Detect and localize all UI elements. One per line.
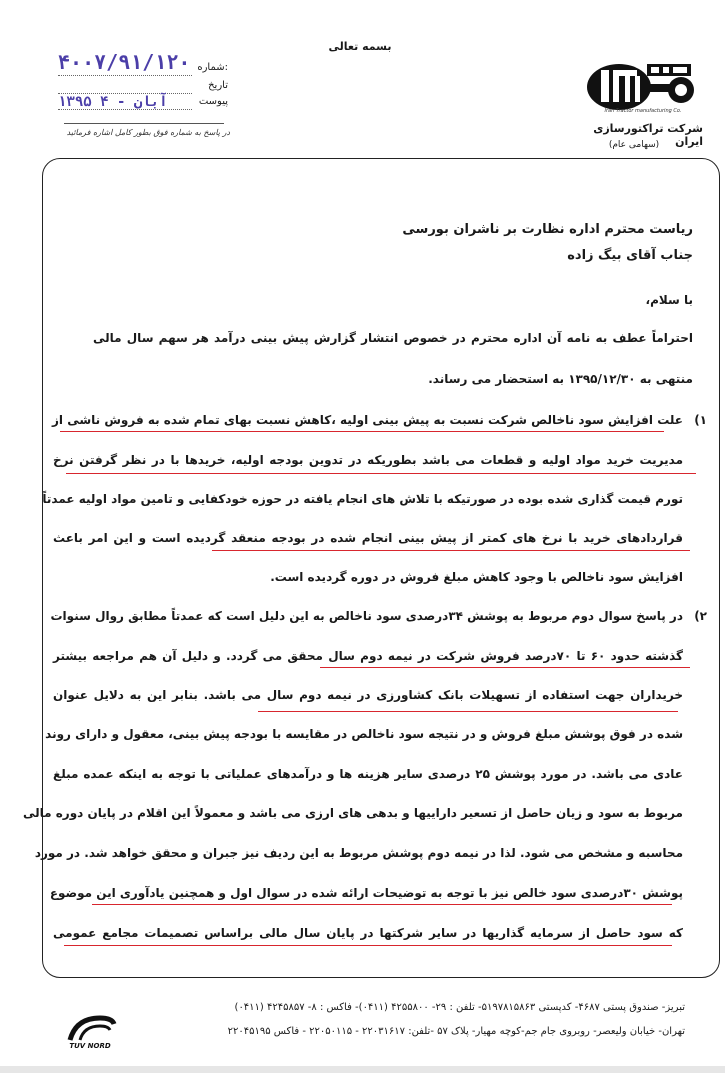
attachment-row <box>58 96 228 112</box>
item-2-line-4: شده در فوق پوشش مبلغ فروش و در نتیجه سود ناخالص در مقایسه با بودجه پیش بینی، معقول و دارای روند <box>45 727 683 741</box>
red-underline <box>64 945 672 946</box>
number-row <box>58 50 228 78</box>
date-label: تاریخ <box>208 80 228 91</box>
attachment-label: پیوست <box>198 96 228 107</box>
company-name: شرکت تراکتورسازی ایران <box>593 122 703 148</box>
greeting: با سلام، <box>645 293 693 307</box>
item-1-number: (۱ <box>694 413 707 427</box>
attachment-handwritten-value: ۱۳۹۵ آبان - ۴ <box>58 94 168 110</box>
scan-bottom-edge <box>0 1066 725 1073</box>
item-2-line-2: گذشته حدود ۶۰ تا ۷۰درصد فروش شرکت در نیمه دوم سال محقق می گردد. و دلیل آن هم مراجعه بیشتر <box>53 649 683 663</box>
item-2-number: (۲ <box>694 609 707 623</box>
item-2-line-8: پوشش ۳۰درصدی سود خالص نیز با توجه به توضیحات ارائه شده در سوال اول و همچنین یادآوری این موضوع <box>49 886 683 900</box>
item-1-line-5: افزایش سود ناخالص با وجود کاهش مبلغ فروش در دوره گردیده است. <box>270 570 683 584</box>
footer-address-tehran: تهران- خیابان ولیعصر- روبروی جام جم-کوچه مهیار- پلاک ۵۷ -تلفن: ۲۲۰۳۱۶۱۷ - ۲۲۰۵۰۱۱۵ - فاکس ۲۲۰۴۵۱۹۵ <box>227 1026 685 1037</box>
recipient-title: ریاست محترم اداره نظارت بر ناشران بورسی <box>402 222 693 237</box>
red-underline <box>258 711 678 712</box>
item-1-line-1: علت افزایش سود ناخالص شرکت نسبت به پیش بینی اولیه ،کاهش نسبت بهای تمام شده به فروش ناشی از <box>52 413 683 427</box>
company-type: (سهامی عام) <box>608 140 660 150</box>
item-1-line-3: تورم قیمت گذاری شده بوده در صورتیکه با تلاش های انجام یافته در حوزه خودکفایی و تامین مواد اولیه عمدتاً <box>42 492 683 506</box>
tuv-nord-label: TUV NORD <box>69 1042 111 1050</box>
recipient-name: جناب آقای بیگ زاده <box>567 248 693 263</box>
reference-divider <box>64 123 224 124</box>
intro-line-2: منتهی به ۱۳۹۵/۱۲/۳۰ به استحضار می رساند. <box>428 372 693 386</box>
item-2-line-5: عادی می باشد. در مورد پوشش ۲۵ درصدی سایر هزینه ها و درآمدهای عملیاتی با توجه به اینکه عمده مبلغ <box>53 767 683 781</box>
number-label: شماره: <box>197 62 228 73</box>
intro-line-1: احتراماً عطف به نامه آن اداره محترم در خصوص انتشار گزارش پیش بینی درآمد هر سهم سال مالی <box>93 331 693 345</box>
item-2-line-3: خریداران جهت استفاده از تسهیلات بانک کشاورزی در نیمه دوم سال می باشد. بنابر این به دلایل عنوان <box>53 688 683 702</box>
red-underline <box>60 431 664 432</box>
item-2-line-6: مربوط به سود و زیان حاصل از تسعیر داراییها و بدهی های ارزی می باشد و معمولاً این اقلام در پایان دوره مالی <box>22 806 683 820</box>
number-handwritten-value: ۴۰۰۷/۹۱/۱۲۰ <box>58 50 191 74</box>
tuv-nord-certification-icon <box>66 1012 118 1052</box>
item-2-line-9: که سود حاصل از سرمایه گذاریها در سایر شرکتها در پایان سال مالی براساس تصمیمات مجامع عمومی <box>53 926 683 940</box>
bismillah-heading: بسمه تعالی <box>328 40 392 53</box>
red-underline <box>212 550 690 551</box>
letter-meta-block <box>58 50 228 116</box>
item-1-line-4: قراردادهای خرید با نرخ های کمتر از پیش بینی انجام شده در بودجه منعقد گردیده است و این امر باعث <box>53 531 683 545</box>
red-underline <box>92 904 672 905</box>
logo-subtitle: Iran Tractor manufacturing Co. <box>604 108 682 114</box>
item-2-line-7: محاسبه و مشخص می شود. لذا در نیمه دوم پوشش مربوط به این ردیف نیز جبران و محقق خواهد شد. در مورد <box>34 846 683 860</box>
item-2-line-1: در پاسخ سوال دوم مربوط به پوشش ۳۴درصدی سود ناخالص به این دلیل است که عمدتاً مطابق روال سنوات <box>50 609 683 623</box>
footer-address-tabriz: تبریز- صندوق پستی ۴۶۸۷- کدپستی ۵۱۹۷۸۱۵۸۶۳- تلفن : ۲۹- ۴۲۵۵۸۰۰ (۰۴۱۱)- فاکس : ۸- ۴۲۴۵۸۵۷ (۰۴۱۱) <box>234 1002 685 1013</box>
red-underline <box>66 473 696 474</box>
red-underline <box>320 667 690 668</box>
reference-note: در پاسخ به شماره فوق بطور کامل اشاره فرمائید <box>66 128 230 137</box>
item-1-line-2: مدیریت خرید مواد اولیه و قطعات می باشد بطوریکه در تدوین بودجه اولیه، خریدها با در نظر گرفتن نرخ <box>53 453 683 467</box>
number-dotted-line <box>58 75 192 76</box>
company-logo-icon <box>585 60 697 112</box>
